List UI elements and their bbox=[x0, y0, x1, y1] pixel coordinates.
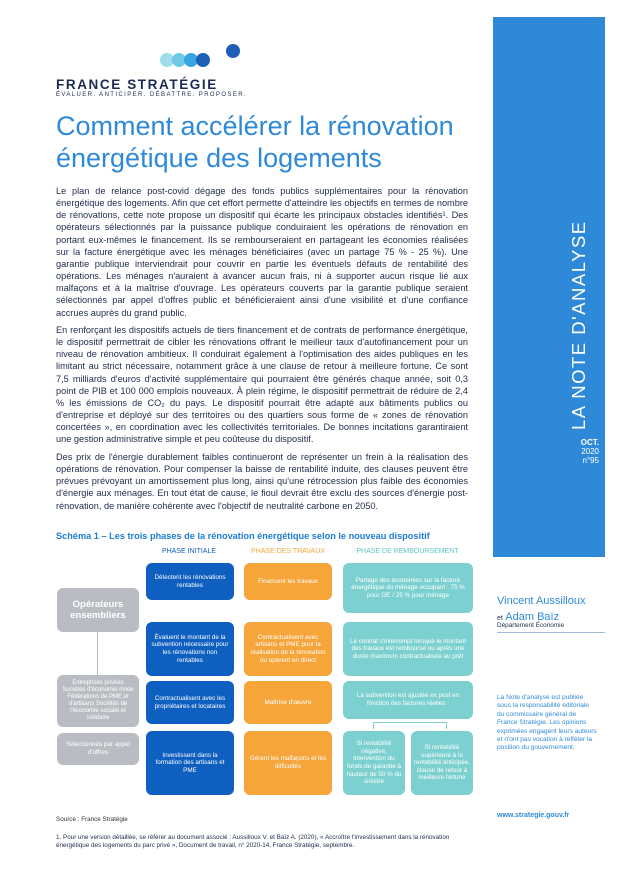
author-conjunction: et bbox=[497, 615, 503, 622]
operator-types-box: Entreprises privées Sociétés d'économie mixte Fédérations de PME et d'artisans Sociétés de l'économie sociale et solidaire bbox=[57, 675, 139, 727]
box-negative: Si rentabilité négative, intervention du fonds de garantie à hauteur de 50 % du sinistre bbox=[343, 731, 405, 795]
bracket-line bbox=[373, 722, 447, 729]
series-label: LA NOTE D'ANALYSE bbox=[568, 220, 589, 430]
box-evaluate: Évaluent le montant de la subvention nécessaire pour les rénovations non rentables bbox=[146, 622, 234, 676]
paragraph-2: En renforçant les dispositifs actuels de tiers financement et de contrats de performance énergétique, le dispositif permettrait de cibler les rénovations offrant le meilleur taux d'autofinancement pour un niveau de rénovation ambitieux. Il conduirait également à l'optimisation des aides publiques en les limitant au strict nécessaire, notamment grâce à une clause de retour à meilleure fortune. Ce sont 7,5 milliards d'euros d'activité supplémentaire qui pourraient être générés chaque année, soit 0,3 point de PIB et 100 000 emplois nouveaux. À plein régime, le dispositif permettrait de réduire de 2,4 % les émissions de CO₂ du pays. Le dispositif pourrait être adapté aux bâtiments publics ou d'entreprise et déployé sur des territoires ou des quartiers sous forme de « zones de rénovation concertées », en coordination avec les collectivités territoriales. De bonnes incitations garantiraient une gestion administrative simple et peu coûteuse du dispositif. bbox=[56, 325, 468, 445]
divider bbox=[497, 632, 605, 633]
box-malfacons: Gèrent les malfaçons et les difficultés bbox=[244, 731, 332, 795]
issue-date bbox=[547, 438, 599, 465]
department: Département Économie bbox=[497, 622, 565, 629]
box-savings-share: Partage des économies sur la facture énergétique du ménage occupant : 75 % pour OE / 25 % pour ménage bbox=[343, 563, 473, 613]
issue-year: 2020 bbox=[581, 447, 599, 456]
editorial-note: La Note d'analyse est publiée sous la responsabilité éditoriale du commissaire général de France Stratégie. Les opinions exprimées engagent leurs auteurs et n'ont pas vocation à refléter la position du gouvernement. bbox=[497, 694, 597, 752]
phase-initial-heading: PHASE INITIALE bbox=[161, 548, 217, 555]
logo-dots bbox=[160, 44, 240, 66]
footnote: 1. Pour une version détaillée, se référer au document associé : Aussilloux V. et Baïz A. (2020), « Accroître l'investissement dans la rénovation énergétique des logements du parc privé », Document de travail, n° 2020-14, France Stratégie, septembre. bbox=[56, 834, 450, 849]
title-line-2: énergétique des logements bbox=[56, 143, 382, 173]
schema-title: Schéma 1 – Les trois phases de la rénovation énergétique selon le nouveau dispositif bbox=[56, 531, 430, 541]
box-positive: Si rentabilité supérieure à la rentabilité anticipée, clause de retour à meilleure fortune bbox=[411, 731, 473, 795]
series-title bbox=[493, 200, 605, 450]
box-contract: Contractualisent avec les propriétaires et locataires bbox=[146, 681, 234, 724]
schema-source: Source : France Stratégie bbox=[56, 816, 128, 823]
website-link[interactable]: www.strategie.gouv.fr bbox=[497, 812, 570, 819]
box-maitrise: Maîtrise d'œuvre bbox=[244, 681, 332, 724]
logo-title: FRANCE STRATÉGIE bbox=[56, 77, 218, 92]
connector-line bbox=[97, 632, 98, 675]
title-line-1: Comment accélérer la rénovation bbox=[56, 111, 454, 141]
logo-tagline: ÉVALUER. ANTICIPER. DÉBATTRE. PROPOSER. bbox=[56, 92, 248, 98]
selection-box: Sélectionnés par appel d'offres bbox=[57, 733, 139, 765]
box-finance: Financent les travaux bbox=[244, 563, 332, 600]
document-title bbox=[56, 110, 496, 174]
operators-box: Opérateurs ensembliers bbox=[57, 588, 139, 632]
box-detect: Détectent les rénovations rentables bbox=[146, 563, 234, 600]
author-1: Vincent Aussilloux bbox=[497, 595, 586, 607]
paragraph-3: Des prix de l'énergie durablement faibles continueront de représenter un frein à la réalisation des opérations de rénovation. Pour compenser la baisse de rentabilité induite, des clauses peuvent être prévues prévoyant un amortissement plus long, ainsi qu'une rétrocession plus faible des économies d'énergie aux ménages. En tout état de cause, le fioul devrait être exclu des sources d'énergie post-rénovation, de manière cohérente avec l'objectif de neutralité carbone en 2050. bbox=[56, 452, 468, 511]
phase-works-heading: PHASE DES TRAVAUX bbox=[251, 548, 325, 555]
box-subsidy-adjust: La subvention est ajustée ex post en fonction des factures réelles : bbox=[343, 681, 473, 719]
phase-repayment-heading: PHASE DE REMBOURSEMENT bbox=[356, 548, 459, 555]
issue-month: OCT. bbox=[580, 438, 599, 447]
issue-number: n°95 bbox=[582, 456, 599, 465]
author-2: Adam Baïz bbox=[505, 611, 560, 623]
box-contract-end: Le contrat s'interrompt lorsque le montant des travaux est remboursé ou après une durée maximum contractualisée au prêt bbox=[343, 622, 473, 676]
paragraph-1: Le plan de relance post-covid dégage des fonds publics supplémentaires pour la rénovation énergétique des logements. Afin que cet effort permette d'atteindre les objectifs en termes de nombre de rénovations, cette note propose un dispositif qui écarte les principaux obstacles identifiés¹. Des opérateurs sélectionnés par la puissance publique conduiraient les opérations de rénovation en portant eux-mêmes le financement. Ils se rembourseraient en partageant les économies réalisées sur la facture énergétique avec les ménages bénéficiaires (avec un partage 75 % - 25 %). Une garantie publique interviendrait pour couvrir en partie les éventuels défauts de rentabilité des opérations. Les ménages n'auraient à avancer aucun frais, ni à supporter aucun risque lié aux malfaçons et à la maîtrise d'ouvrage. Les opérateurs couverts par la garantie publique seraient sélectionnés par appel d'offres public et bénéficieraient ainsi d'une visibilité et d'une confiance accrues auprès du grand public. bbox=[56, 186, 468, 318]
box-invest: Investissent dans la formation des artisans et PME bbox=[146, 731, 234, 795]
box-contract-artisans: Contractualisent avec artisans et PME pour la réalisation de la rénovation ou opèrent en direct bbox=[244, 622, 332, 676]
